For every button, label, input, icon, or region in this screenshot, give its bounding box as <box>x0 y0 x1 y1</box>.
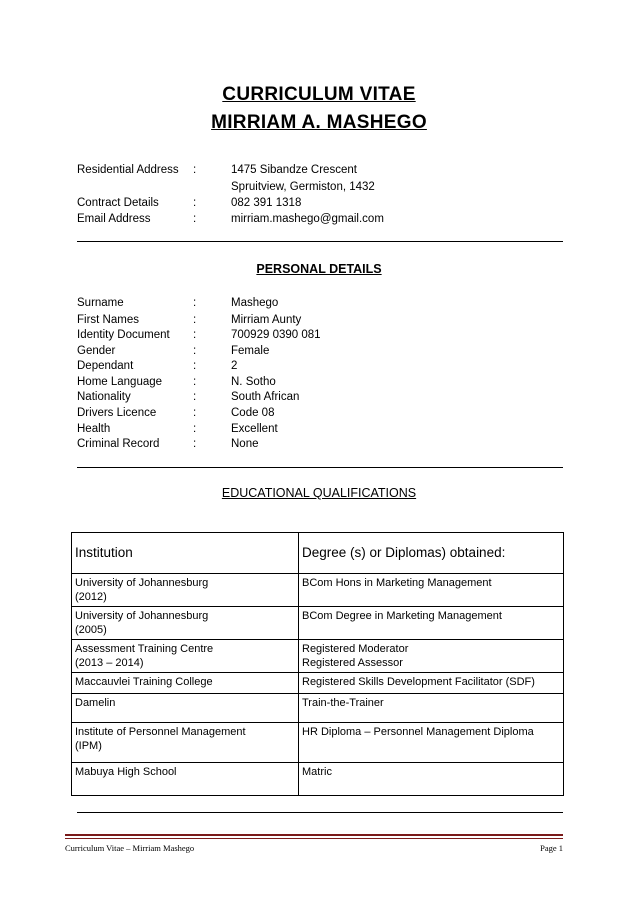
contact-label: Email Address <box>77 213 151 225</box>
personal-colon: : <box>193 391 197 403</box>
institution-cell <box>72 673 299 694</box>
personal-colon: : <box>193 376 197 388</box>
personal-colon: : <box>193 407 197 419</box>
column-header-institution: Institution <box>72 533 299 574</box>
degree-cell <box>299 574 564 607</box>
personal-value: Mashego <box>231 297 279 309</box>
personal-value: Mirriam Aunty <box>231 314 302 326</box>
degree-name: Registered Moderator <box>302 643 409 655</box>
degree-name: BCom Hons in Marketing Management <box>302 577 492 589</box>
footer-document-name: Curriculum Vitae – Mirriam Mashego <box>65 843 195 853</box>
document-title: CURRICULUM VITAE <box>222 84 416 105</box>
table-row <box>72 574 564 607</box>
degree-cell <box>299 694 564 723</box>
footer-rule-thin <box>65 838 563 839</box>
degree-cell <box>299 673 564 694</box>
degree-name: Train-the-Trainer <box>302 697 384 709</box>
degree-cell <box>299 723 564 763</box>
degree-cell <box>299 763 564 796</box>
degree-cell <box>299 607 564 640</box>
table-row <box>72 673 564 694</box>
degree-name: BCom Degree in Marketing Management <box>302 610 502 622</box>
personal-value: Excellent <box>231 423 278 435</box>
personal-label: Nationality <box>77 391 131 403</box>
personal-colon: : <box>193 360 197 372</box>
degree-name: HR Diploma – Personnel Management Diploma <box>302 726 534 738</box>
education-table <box>71 532 564 796</box>
footer-page-number: Page 1 <box>540 843 563 853</box>
institution-year: (2012) <box>75 591 107 603</box>
column-header-degree: Degree (s) or Diplomas) obtained: <box>299 533 564 574</box>
table-row <box>72 694 564 723</box>
institution-name: Damelin <box>75 697 116 709</box>
contact-value: 082 391 1318 <box>231 197 302 209</box>
personal-colon: : <box>193 345 197 357</box>
degree-cell <box>299 640 564 673</box>
institution-cell <box>72 574 299 607</box>
institution-year: (IPM) <box>75 740 102 752</box>
personal-label: Home Language <box>77 376 163 388</box>
divider-line <box>77 241 563 242</box>
contact-colon: : <box>193 213 197 225</box>
personal-colon: : <box>193 329 197 341</box>
personal-label: Drivers Licence <box>77 407 157 419</box>
degree-name: Registered Skills Development Facilitator (SDF) <box>302 676 535 688</box>
personal-value: South African <box>231 391 300 403</box>
institution-cell <box>72 723 299 763</box>
personal-value: None <box>231 438 259 450</box>
personal-colon: : <box>193 297 197 309</box>
personal-colon: : <box>193 314 197 326</box>
personal-label: First Names <box>77 314 139 326</box>
institution-cell <box>72 640 299 673</box>
institution-name: Maccauvlei Training College <box>75 676 213 688</box>
contact-value: Spruitview, Germiston, 1432 <box>231 181 375 193</box>
personal-details-heading: PERSONAL DETAILS <box>256 262 382 276</box>
table-row <box>72 763 564 796</box>
table-header-row <box>72 533 564 574</box>
institution-cell <box>72 694 299 723</box>
contact-value: mirriam.mashego@gmail.com <box>231 213 384 225</box>
divider-line <box>77 812 563 813</box>
institution-name: Institute of Personnel Management <box>75 726 246 738</box>
institution-name: Mabuya High School <box>75 766 177 778</box>
personal-value: N. Sotho <box>231 376 276 388</box>
personal-label: Dependant <box>77 360 134 372</box>
personal-label: Surname <box>77 297 124 309</box>
table-row <box>72 607 564 640</box>
personal-value: 700929 0390 081 <box>231 329 321 341</box>
education-heading: EDUCATIONAL QUALIFICATIONS <box>221 486 417 500</box>
contact-colon: : <box>193 164 197 176</box>
personal-label: Identity Document <box>77 329 170 341</box>
personal-label: Criminal Record <box>77 438 160 450</box>
candidate-name: MIRRIAM A. MASHEGO <box>211 112 427 133</box>
personal-colon: : <box>193 438 197 450</box>
contact-value: 1475 Sibandze Crescent <box>231 164 357 176</box>
institution-name: Assessment Training Centre <box>75 643 214 655</box>
institution-cell <box>72 763 299 796</box>
institution-cell <box>72 607 299 640</box>
contact-colon: : <box>193 197 197 209</box>
institution-year: (2013 – 2014) <box>75 657 144 669</box>
degree-name-secondary: Registered Assessor <box>302 657 403 669</box>
degree-name: Matric <box>302 766 332 778</box>
personal-colon: : <box>193 423 197 435</box>
personal-value: Female <box>231 345 270 357</box>
table-row <box>72 640 564 673</box>
table-row <box>72 723 564 763</box>
contact-label: Contract Details <box>77 197 159 209</box>
personal-label: Gender <box>77 345 116 357</box>
contact-label: Residential Address <box>77 164 179 176</box>
institution-name: University of Johannesburg <box>75 610 209 622</box>
personal-label: Health <box>77 423 111 435</box>
personal-value: Code 08 <box>231 407 275 419</box>
footer-rule <box>65 834 563 836</box>
personal-value: 2 <box>231 360 238 372</box>
divider-line <box>77 467 563 468</box>
institution-year: (2005) <box>75 624 107 636</box>
institution-name: University of Johannesburg <box>75 577 209 589</box>
